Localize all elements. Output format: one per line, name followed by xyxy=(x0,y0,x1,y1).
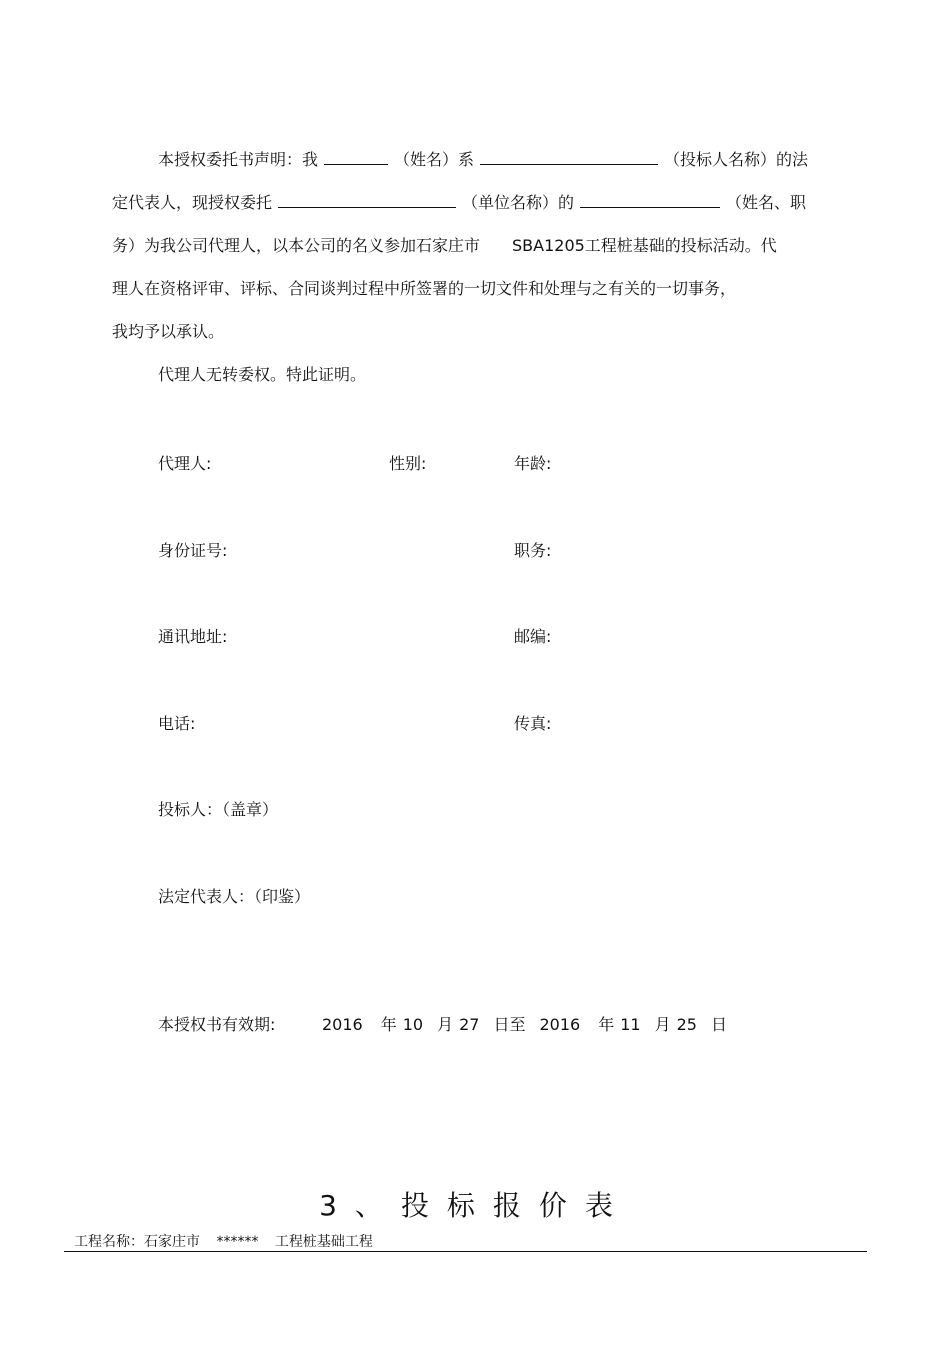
id-number-label: 身份证号: xyxy=(158,541,228,560)
postcode-label: 邮编: xyxy=(514,627,552,646)
legal-rep-seal-label: 法定代表人：（印鉴） xyxy=(158,887,311,906)
year-unit: 年 xyxy=(598,1015,615,1034)
validity-period xyxy=(158,1012,727,1035)
declaration-text: （单位名称）的 xyxy=(462,193,575,212)
start-year: 2016 xyxy=(322,1015,363,1034)
declaration-text: （姓名）系 xyxy=(394,150,475,169)
fax-label: 传真: xyxy=(514,714,552,733)
month-unit: 月 xyxy=(437,1015,454,1034)
declaration-line-3: 务）为我公司代理人，以本公司的名义参加石家庄市 SBA1205工程桩基础的投标活动。代 xyxy=(112,236,777,255)
agent-name-blank xyxy=(580,191,720,208)
declaration-line-2 xyxy=(112,181,857,224)
declaration-text: 定代表人，现授权委托 xyxy=(112,193,273,212)
project-name-line xyxy=(74,1231,373,1251)
gender-label: 性别: xyxy=(389,454,427,473)
end-year: 2016 xyxy=(539,1015,581,1034)
authorization-declaration xyxy=(112,138,857,396)
section-title: 3、投标报价表 xyxy=(319,1189,631,1222)
project-label: 工程名称：石家庄市 xyxy=(74,1234,200,1250)
bidder-name-blank xyxy=(480,148,658,165)
to-label: 日至 xyxy=(493,1015,526,1034)
project-mask: ****** xyxy=(216,1234,259,1250)
end-month: 11 xyxy=(620,1015,641,1034)
agent-label: 代理人: xyxy=(158,454,212,473)
declaration-line-1 xyxy=(112,138,857,181)
validity-label: 本授权书有效期: xyxy=(158,1015,276,1034)
phone-label: 电话: xyxy=(158,714,196,733)
declaration-line-6: 代理人无转委权。特此证明。 xyxy=(158,365,367,384)
start-day: 27 xyxy=(459,1015,480,1034)
declaration-text: （姓名、职 xyxy=(726,193,807,212)
age-label: 年龄: xyxy=(514,454,552,473)
day-unit: 日 xyxy=(710,1015,727,1034)
declaration-text: 本授权委托书声明：我 xyxy=(158,150,319,169)
month-unit: 月 xyxy=(654,1015,671,1034)
unit-name-blank xyxy=(278,191,456,208)
declaration-text: （投标人名称）的法 xyxy=(664,150,809,169)
bidder-seal-label: 投标人：（盖章） xyxy=(158,800,279,819)
declaration-line-5: 我均予以承认。 xyxy=(112,322,225,341)
position-label: 职务: xyxy=(514,541,552,560)
start-month: 10 xyxy=(402,1015,424,1034)
declaration-line-4: 理人在资格评审、评标、合同谈判过程中所签署的一切文件和处理与之有关的一切事务， xyxy=(112,279,737,298)
name-blank xyxy=(324,148,388,165)
project-name: 工程桩基础工程 xyxy=(274,1234,373,1250)
end-day: 25 xyxy=(676,1015,697,1034)
header-divider xyxy=(64,1251,867,1252)
year-unit: 年 xyxy=(380,1015,397,1034)
address-label: 通讯地址: xyxy=(158,627,228,646)
